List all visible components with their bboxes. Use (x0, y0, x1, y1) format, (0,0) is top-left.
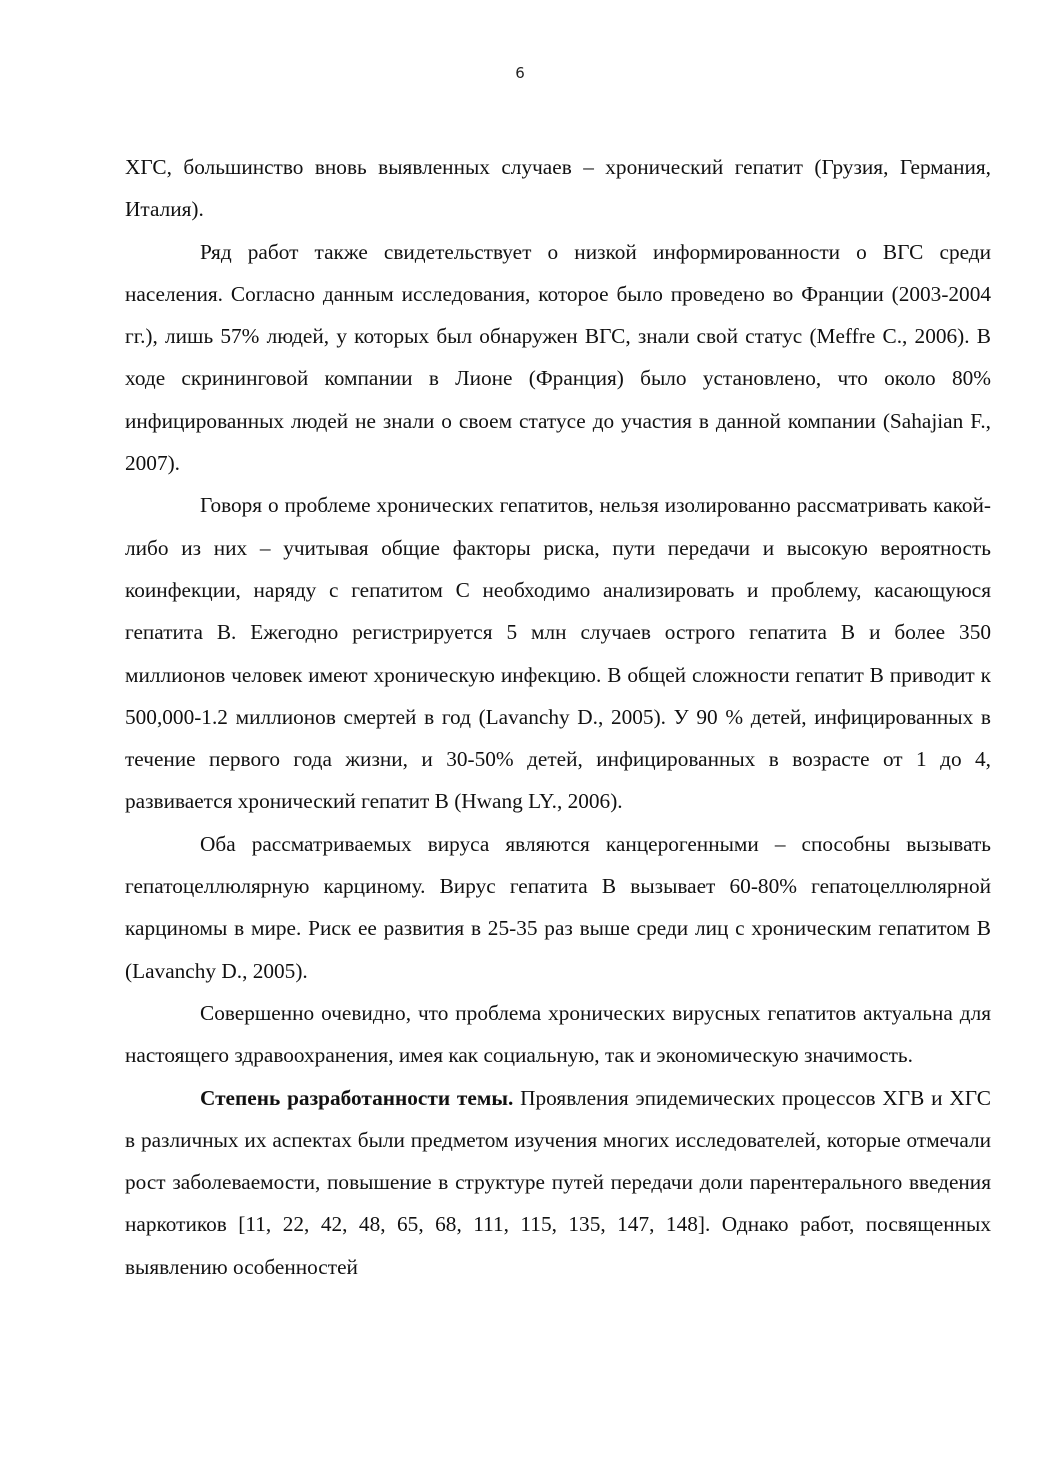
paragraph-text: Говоря о проблеме хронических гепатитов, нельзя изолированно рассматривать какой-либо из них – учитывая общие факторы риска, пути передачи и высокую вероятность коинфекции, наряду с гепатитом С необходимо анализировать и проблему, касающуюся гепатита В. Ежегодно регистрируется 5 млн случаев острого гепатита В и более 350 миллионов человек имеют хроническую инфекцию. В общей сложности гепатит В приводит к 500,000-1.2 миллионов смертей в год (Lavanchy D., 2005). У 90 % детей, инфицированных в течение первого года жизни, и 30-50% детей, инфицированных в возрасте от 1 до 4, развивается хронический гепатит В (Hwang LY., 2006). (125, 493, 991, 814)
paragraph-hepatitis-b (125, 484, 991, 822)
paragraph-topic-development (125, 1077, 991, 1288)
paragraph-text: Проявления эпидемических процессов ХГВ и ХГС в различных их аспектах были предметом изучения многих исследователей, которые отмечали рост заболеваемости, повышение в структуре путей передачи доли парентерального введения наркотиков [11, 22, 42, 48, 65, 68, 111, 115, 135, 147, 148]. Однако работ, посвященных выявлению особенностей (125, 1085, 991, 1279)
document-body (125, 146, 991, 1288)
paragraph-text: Совершенно очевидно, что проблема хронических вирусных гепатитов актуальна для настоящего здравоохранения, имея как социальную, так и экономическую значимость. (125, 1000, 991, 1068)
paragraph-text: ХГС, большинство вновь выявленных случаев – хронический гепатит (Грузия, Германия, Италия). (125, 155, 991, 222)
paragraph-continuation (125, 146, 991, 231)
paragraph-text: Ряд работ также свидетельствует о низкой информированности о ВГС среди населения. Согласно данным исследования, которое было проведено во Франции (2003-2004 гг.), лишь 57% людей, у которых был обнаружен ВГС, знали свой статус (Meffre C., 2006). В ходе скрининговой компании в Лионе (Франция) было установлено, что около 80% инфицированных людей не знали о своем статусе до участия в данной компании (Sahajian F., 2007). (125, 239, 991, 476)
paragraph-carcinogenic (125, 823, 991, 992)
paragraph-relevance (125, 992, 991, 1077)
paragraph-awareness (125, 231, 991, 485)
paragraph-text: Оба рассматриваемых вируса являются канцерогенными – способны вызывать гепатоцеллюлярную карциному. Вирус гепатита В вызывает 60-80% гепатоцеллюлярной карциномы в мире. Риск ее развития в 25-35 раз выше среди лиц с хроническим гепатитом В (Lavanchy D., 2005). (125, 831, 991, 983)
section-heading-inline: Степень разработанности темы. (200, 1085, 514, 1110)
page-number: 6 (515, 64, 525, 82)
